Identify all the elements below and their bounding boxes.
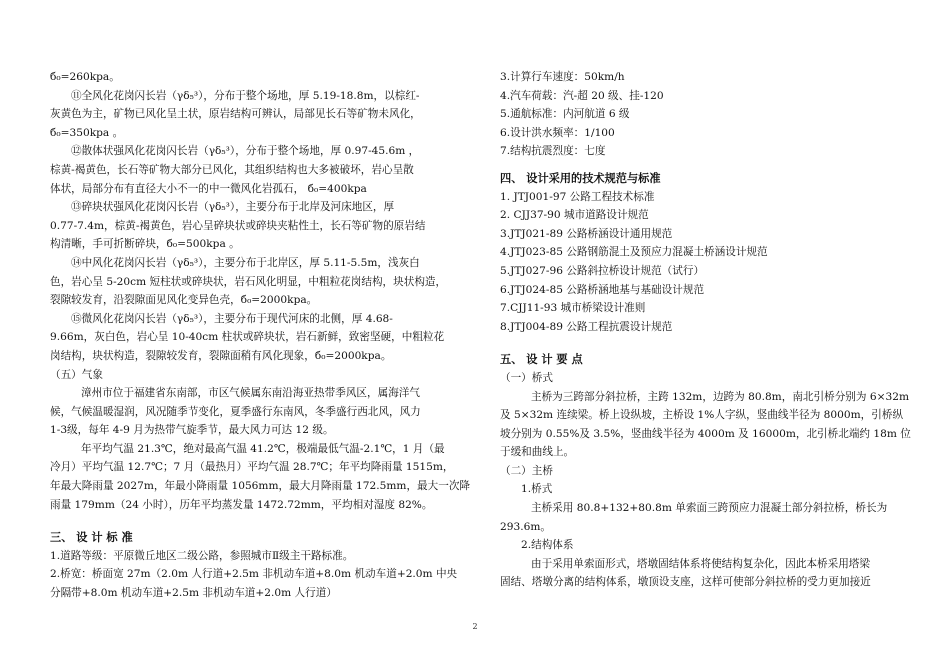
text-line: 1. JTJ001-97 公路工程技术标准: [500, 190, 655, 203]
text-line: 坡分别为 0.55%及 3.5%，竖曲线半径为 4000m 及 16000m，北引桥北端约 18m 位: [500, 427, 911, 440]
text-line: 6.设计洪水频率：1/100: [500, 126, 615, 139]
text-line: 分隔带+8.0m 机动车道+2.5m 非机动车道+2.0m 人行道）: [50, 587, 337, 600]
subsection-heading: （五）气象: [50, 368, 103, 381]
text-line: 年平均气温 21.3℃，绝对最高气温 41.2℃，极端最低气温-2.1℃，1 月（最: [81, 442, 445, 455]
text-line: 由于采用单索面形式，塔墩固结体系将使结构复杂化，因此本桥采用塔梁: [531, 557, 870, 570]
text-line: 构清晰，手可折断碎块，б₀=500kpa 。: [50, 238, 240, 251]
left-column: [50, 68, 475, 603]
text-line: 年最大降雨量 2027m，年最小降雨量 1056mm，最大月降雨量 172.5mm，最大一次降: [50, 480, 471, 493]
text-line: 及 5×32m 连续梁。桥上设纵坡，主桥设 1%人字纵，竖曲线半径为 8000m，引桥纵: [500, 409, 904, 422]
text-line: ⑮微风化花岗闪长岩（γδ₅³），主要分布于现代河床的北侧，厚 4.68-: [71, 312, 393, 325]
subsection-heading: （一）桥式: [500, 371, 553, 384]
section-heading: 五、 设 计 要 点: [500, 352, 583, 367]
section-heading: 三、 设 计 标 准: [50, 530, 133, 545]
text-line: 8.JTJ004-89 公路工程抗震设计规范: [500, 320, 673, 333]
right-column: [500, 68, 925, 592]
text-line: б₀=350kpa 。: [50, 126, 124, 139]
text-line: 0.77-7.4m，棕黄-褐黄色，岩心呈碎块状或碎块夹粘性土，长石等矿物的原岩结: [50, 219, 426, 232]
text-line: 于缓和曲线上。: [500, 446, 575, 459]
text-line: 2. CJJ37-90 城市道路设计规范: [500, 209, 649, 222]
text-line: ⑪全风化花岗闪长岩（γδ₅³），分布于整个场地，厚 5.19-18.8m，以棕红-: [71, 89, 420, 102]
text-line: 7.CJJ11-93 城市桥梁设计准则: [500, 302, 646, 315]
section-heading: 四、 设计采用的技术规范与标准: [500, 170, 661, 185]
text-line: 4.JTJ023-85 公路钢筋混土及预应力混凝土桥涵设计规范: [500, 246, 768, 259]
text-line: 4.汽车荷载：汽-超 20 级、挂-120: [500, 89, 664, 102]
text-line: 主桥为三跨部分斜拉桥，主跨 132m，边跨为 80.8m，南北引桥分别为 6×32m: [531, 390, 909, 403]
text-line: 色，岩心呈 5-20cm 短柱状或碎块状，岩石风化明显，中粗粒花岗结构，块状构造，: [50, 275, 447, 288]
text-line: 293.6m。: [500, 520, 551, 533]
text-line: 灰黄色为主，矿物已风化呈土状，原岩结构可辨认，局部见长石等矿物未风化，: [50, 108, 421, 121]
text-line: б₀=260kpa。: [50, 71, 120, 83]
text-line: 主桥采用 80.8+132+80.8m 单索面三跨预应力混凝土部分斜拉桥，桥长为: [531, 502, 888, 515]
text-line: 冷月）平均气温 12.7℃；7 月（最热月）平均气温 28.7℃；年平均降雨量 1515m，: [50, 461, 454, 474]
text-line: 岗结构，块状构造，裂隙较发育，裂隙面稍有风化现象，б₀=2000kpa。: [50, 349, 392, 362]
text-line: 裂隙较发育，沿裂隙面见风化变异色壳，б₀=2000kpa。: [50, 294, 318, 307]
text-line: 7.结构抗震烈度：七度: [500, 145, 606, 158]
text-line: ⑫散体状强风化花岗闪长岩（γδ₅³），分布于整个场地，厚 0.97-45.6m ，: [71, 145, 420, 158]
text-line: 漳州市位于福建省东南部，市区气候属东南沿海亚热带季风区，属海洋气: [81, 387, 420, 400]
page-number: 2: [472, 622, 478, 631]
text-line: ⑬碎块状强风化花岗闪长岩（γδ₅³），主要分布于北岸及河床地区，厚: [71, 201, 395, 214]
text-line: 3.JTJ021-89 公路桥涵设计通用规范: [500, 227, 673, 240]
text-line: 体状，局部分布有直径大小不一的中一微风化岩孤石， б₀=400kpa: [50, 182, 367, 195]
text-line: 5.通航标准：内河航道 6 级: [500, 108, 630, 121]
subsection-heading: （二）主桥: [500, 464, 553, 477]
text-line: 棕黄-褐黄色，长石等矿物大部分已风化，其组织结构也大多被破坏，岩心呈散: [50, 163, 414, 176]
text-line: 5.JTJ027-96 公路斜拉桥设计规范（试行）: [500, 264, 705, 277]
text-line: 2.桥宽：桥面宽 27m（2.0m 人行道+2.5m 非机动车道+8.0m 机动车道+2.0m 中央: [50, 568, 458, 581]
text-line: 2.结构体系: [521, 539, 574, 552]
text-line: 固结、塔墩分离的结构体系，墩顶设支座，这样可使部分斜拉桥的受力更加接近: [500, 576, 871, 589]
text-line: 候，气候温暖湿润，风况随季节变化，夏季盛行东南风，冬季盛行西北风，风力: [50, 405, 421, 418]
text-line: 雨量 179mm（24 小时），历年平均蒸发量 1472.72mm，平均相对湿度 82%。: [50, 498, 433, 511]
text-line: 1.道路等级：平原微丘地区二级公路，参照城市Ⅱ级主干路标准。: [50, 549, 354, 562]
text-line: ⑭中风化花岗闪长岩（γδ₅³），主要分布于北岸区，厚 5.11-5.5m，浅灰白: [71, 256, 420, 269]
text-line: 6.JTJ024-85 公路桥涵地基与基础设计规范: [500, 283, 705, 296]
text-line: 3.计算行车速度：50km/h: [500, 71, 625, 83]
text-line: 9.66m，灰白色，岩心呈 10-40cm 柱状或碎块状，岩石新鲜，致密坚硬，中粗粒花: [50, 331, 445, 344]
text-line: 1.桥式: [521, 483, 553, 496]
text-line: 1-3级，每年 4-9 月为热带气旋季节，最大风力可达 12 级。: [50, 424, 334, 437]
